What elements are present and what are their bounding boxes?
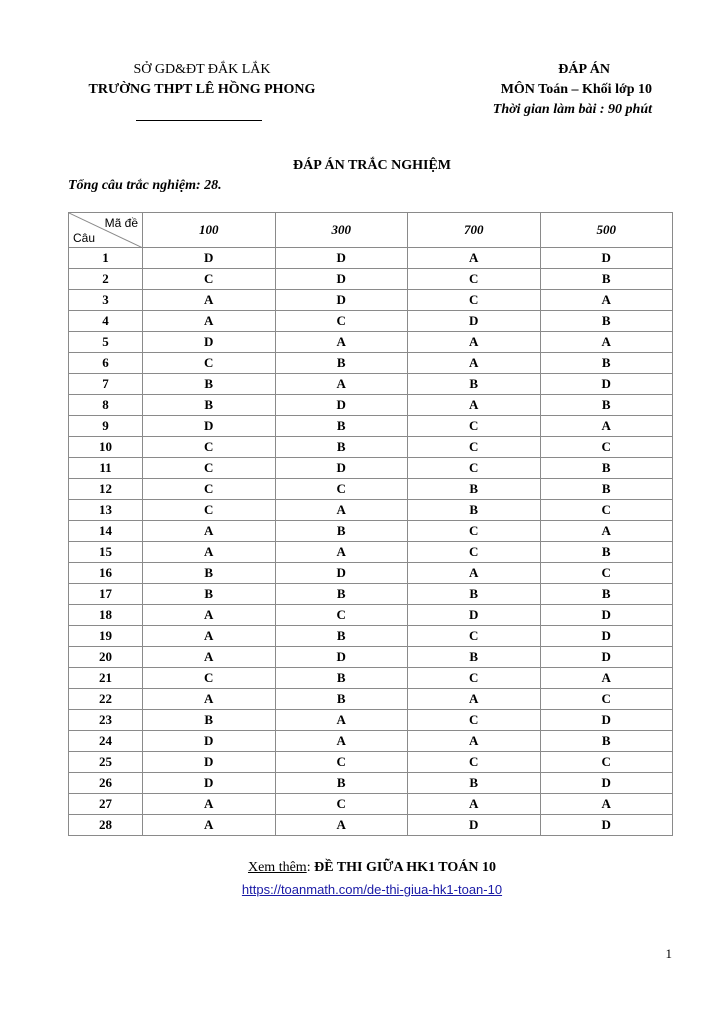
question-number-cell: 4 [69,311,143,332]
header-right [462,60,652,120]
question-number-cell: 1 [69,248,143,269]
table-row [69,248,673,269]
answer-cell: C [408,269,541,290]
question-number-cell: 24 [69,731,143,752]
answer-cell: B [275,689,408,710]
table-row [69,416,673,437]
answer-cell: B [540,311,673,332]
school-name: TRƯỜNG THPT LÊ HỒNG PHONG [88,82,316,97]
code-header: 500 [540,213,673,248]
question-number-cell: 9 [69,416,143,437]
table-row [69,500,673,521]
answer-cell: A [275,374,408,395]
answer-cell: B [540,458,673,479]
department-name: SỞ GD&ĐT ĐẮK LẮK [133,62,271,77]
code-header: 700 [408,213,541,248]
question-number-cell: 3 [69,290,143,311]
question-number-cell: 27 [69,794,143,815]
exam-duration: Thời gian làm bài : 90 phút [492,102,652,117]
answer-cell: A [275,815,408,836]
corner-cell [69,213,143,248]
answer-cell: C [408,458,541,479]
answer-cell: D [143,731,276,752]
answer-cell: B [540,731,673,752]
question-number-cell: 28 [69,815,143,836]
answer-cell: A [408,794,541,815]
see-more-separator: : [306,860,315,875]
answer-cell: B [275,353,408,374]
answer-cell: D [275,647,408,668]
answer-cell: B [408,647,541,668]
answer-cell: B [408,374,541,395]
table-row [69,269,673,290]
answer-cell: A [408,731,541,752]
answer-cell: B [408,584,541,605]
table-row [69,374,673,395]
answer-cell: C [143,437,276,458]
answer-cell: B [540,479,673,500]
question-number-cell: 8 [69,395,143,416]
answer-cell: B [275,416,408,437]
answer-cell: A [408,689,541,710]
question-number-cell: 18 [69,605,143,626]
answer-cell: D [408,311,541,332]
answer-cell: C [408,542,541,563]
answer-cell: C [408,290,541,311]
answer-cell: D [408,815,541,836]
table-row [69,647,673,668]
table-row [69,479,673,500]
answer-cell: C [408,416,541,437]
table-row [69,710,673,731]
answer-cell: A [275,710,408,731]
answer-cell: A [540,668,673,689]
answer-cell: C [143,458,276,479]
table-row [69,668,673,689]
table-row [69,689,673,710]
answer-cell: B [143,374,276,395]
answer-cell: A [143,647,276,668]
table-row [69,353,673,374]
answer-cell: D [408,605,541,626]
answer-cell: A [143,794,276,815]
table-row [69,605,673,626]
see-more-title: ĐỀ THI GIỮA HK1 TOÁN 10 [314,860,497,875]
table-row [69,815,673,836]
table-row [69,626,673,647]
question-number-cell: 12 [69,479,143,500]
question-number-cell: 15 [69,542,143,563]
corner-question-label: Câu [73,231,96,245]
answer-cell: B [143,563,276,584]
answer-cell: B [275,584,408,605]
table-row [69,731,673,752]
answer-cell: D [275,290,408,311]
question-number-cell: 20 [69,647,143,668]
answer-table [68,212,673,836]
answer-cell: D [275,458,408,479]
table-row [69,458,673,479]
answer-cell: A [540,416,673,437]
answer-cell: D [275,269,408,290]
answer-cell: B [408,500,541,521]
answer-cell: B [275,668,408,689]
answer-cell: C [275,311,408,332]
table-row [69,773,673,794]
answer-cell: B [408,773,541,794]
answer-cell: D [540,605,673,626]
answer-cell: A [408,395,541,416]
answer-cell: A [275,500,408,521]
answer-cell: A [143,815,276,836]
table-row [69,794,673,815]
answer-cell: C [143,668,276,689]
answer-cell: C [143,479,276,500]
answer-cell: D [540,815,673,836]
answer-cell: C [275,794,408,815]
answer-cell: D [540,374,673,395]
see-more-label: Xem thêm [247,860,307,875]
table-row [69,290,673,311]
answer-cell: C [275,752,408,773]
answer-cell: A [143,311,276,332]
answer-cell: C [540,752,673,773]
question-number-cell: 5 [69,332,143,353]
answer-cell: A [540,290,673,311]
answer-cell: C [540,500,673,521]
table-row [69,584,673,605]
table-row [69,395,673,416]
answer-cell: A [408,353,541,374]
answer-cell: A [143,626,276,647]
answer-cell: A [143,542,276,563]
table-row [69,332,673,353]
answer-cell: D [540,647,673,668]
section-title: ĐÁP ÁN TRẮC NGHIỆM [292,158,452,173]
question-number-cell: 13 [69,500,143,521]
answer-cell: B [143,584,276,605]
answer-cell: D [143,248,276,269]
answer-cell: B [275,521,408,542]
answer-cell: B [275,626,408,647]
answer-cell: A [275,332,408,353]
source-link[interactable]: https://toanmath.com/de-thi-giua-hk1-toan-10 [241,882,503,897]
table-row [69,563,673,584]
table-row [69,542,673,563]
header-divider [136,120,262,121]
question-number-cell: 17 [69,584,143,605]
answer-cell: D [143,332,276,353]
total-questions: Tổng câu trắc nghiệm: 28. [68,178,222,193]
answer-cell: D [143,752,276,773]
page-number: 1 [665,946,672,961]
answer-cell: A [275,542,408,563]
answer-cell: A [143,290,276,311]
answer-cell: D [275,248,408,269]
question-number-cell: 26 [69,773,143,794]
answer-cell: D [275,563,408,584]
table-row [69,311,673,332]
question-number-cell: 19 [69,626,143,647]
answer-cell: A [275,731,408,752]
subject-line: MÔN Toán – Khối lớp 10 [500,82,652,97]
answer-cell: D [540,626,673,647]
answer-cell: C [408,521,541,542]
question-number-cell: 22 [69,689,143,710]
answer-cell: A [143,605,276,626]
answer-cell: C [275,605,408,626]
answer-cell: C [143,269,276,290]
answer-cell: A [540,521,673,542]
see-more-line [0,860,724,876]
answer-cell: D [540,710,673,731]
table-header-row [69,213,673,248]
answer-cell: B [143,395,276,416]
answer-cell: C [143,500,276,521]
question-number-cell: 2 [69,269,143,290]
answer-cell: B [408,479,541,500]
answer-cell: A [143,689,276,710]
answer-cell: C [408,752,541,773]
question-number-cell: 25 [69,752,143,773]
answer-cell: D [540,773,673,794]
answer-cell: A [540,332,673,353]
answer-cell: B [540,269,673,290]
answer-cell: B [540,542,673,563]
question-number-cell: 10 [69,437,143,458]
code-header: 100 [143,213,276,248]
answer-cell: A [143,521,276,542]
question-number-cell: 14 [69,521,143,542]
answer-cell: C [143,353,276,374]
question-number-cell: 11 [69,458,143,479]
answer-cell: A [408,563,541,584]
question-number-cell: 21 [69,668,143,689]
answer-cell: D [143,416,276,437]
question-number-cell: 16 [69,563,143,584]
answer-cell: B [540,353,673,374]
code-header: 300 [275,213,408,248]
table-row [69,521,673,542]
answer-cell: C [408,710,541,731]
corner-code-label: Mã đề [104,216,138,230]
table-row [69,752,673,773]
answer-cell: B [275,773,408,794]
answer-cell: C [408,437,541,458]
answer-cell: B [540,395,673,416]
answer-cell: D [540,248,673,269]
answer-cell: C [540,437,673,458]
table-row [69,437,673,458]
answer-cell: D [143,773,276,794]
answer-cell: D [275,395,408,416]
question-number-cell: 23 [69,710,143,731]
answer-cell: C [540,563,673,584]
answer-cell: C [540,689,673,710]
question-number-cell: 6 [69,353,143,374]
answer-cell: B [540,584,673,605]
answer-cell: A [408,332,541,353]
answer-cell: A [540,794,673,815]
answer-cell: B [143,710,276,731]
answer-cell: B [275,437,408,458]
answer-cell: A [408,248,541,269]
answer-cell: C [408,668,541,689]
document-title: ĐÁP ÁN [558,62,610,77]
question-number-cell: 7 [69,374,143,395]
header-left [62,60,342,100]
answer-cell: C [275,479,408,500]
answer-cell: C [408,626,541,647]
